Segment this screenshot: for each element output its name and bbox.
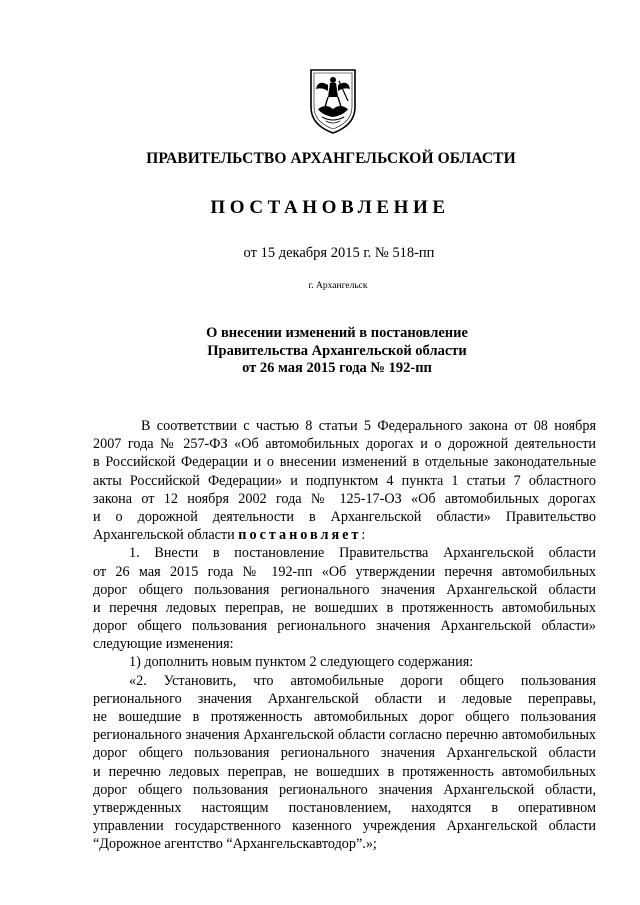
text-line: регионального значения Архангельской области согласно перечню автомобильных [93,727,596,744]
government-title: ПРАВИТЕЛЬСТВО АРХАНГЕЛЬСКОЙ ОБЛАСТИ [146,150,516,167]
text-line: управлении государственного казенного учреждения Архангельской области [93,818,596,835]
subclause-1-paragraph [93,653,596,671]
text-line: 2007 года № 257-ФЗ «Об автомобильных дорогах и о дорожной деятельности [93,436,596,453]
preamble-paragraph [93,417,596,544]
resolves-keyword: постановляет [238,527,362,544]
coat-of-arms-emblem [308,67,358,135]
new-clause-2-paragraph [93,672,596,854]
text-line: 1) дополнить новым пунктом 2 следующего содержания: [129,654,474,671]
text-line: от 26 мая 2015 года № 192-пп «Об утверждении перечня автомобильных [93,563,596,580]
text-line: В соответствии с частью 8 статьи 5 Федерального закона от 08 ноября [141,418,596,434]
text-line: в Российской Федерации и о внесении изменений в отдельные законодательные [93,454,596,471]
document-city: г. Архангельск [308,281,368,291]
text-line: дорог общего пользования регионального значения Архангельской области, [93,781,596,798]
text-line: регионального значения Архангельской области и ледовые переправы, [93,690,596,707]
document-body [93,417,596,854]
subject-line: О внесении изменений в постановление [206,325,468,341]
text-fragment: Архангельской области [93,527,239,544]
clause-1-paragraph [93,544,596,653]
text-line: утвержденных настоящим постановлением, находятся в оперативном [93,799,596,816]
text-fragment: : [361,527,366,544]
text-line: дорог общего пользования регионального значения Архангельской области» [93,618,596,635]
text-line: 1. Внести в постановление Правительства Архангельской области [129,545,596,562]
document-type-title: ПОСТАНОВЛЕНИЕ [210,197,450,218]
document-subject [0,325,640,378]
text-line: и перечню ледовых переправ, не вошедших в протяженность автомобильных [93,763,596,780]
text-line: и о дорожной деятельности в Архангельской области» Правительство [93,508,596,525]
text-line [93,526,596,544]
text-line: дорог общего пользования регионального значения Архангельской области [93,745,596,762]
text-line: дорог общего пользования регионального значения Архангельской области [93,581,596,598]
text-line: следующие изменения: [93,636,234,653]
text-line: “Дорожное агентство “Архангельскавтодор”.»; [93,836,377,853]
document-date-number: от 15 декабря 2015 г. № 518-пп [243,245,435,261]
subject-line: Правительства Архангельской области [207,342,467,359]
text-line: и перечня ледовых переправ, не вошедших в протяженность автомобильных [93,599,596,616]
subject-line: от 26 мая 2015 года № 192-пп [242,360,432,376]
text-line: «2. Установить, что автомобильные дороги общего пользования [129,672,596,689]
text-line: акты Российской Федерации» и подпунктом 4 пункта 1 статьи 7 областного [93,472,596,489]
text-line: не вошедшие в протяженность автомобильных дорог общего пользования [93,709,596,725]
text-line: закона от 12 ноября 2002 года № 125-17-ОЗ «Об автомобильных дорогах [93,490,596,507]
